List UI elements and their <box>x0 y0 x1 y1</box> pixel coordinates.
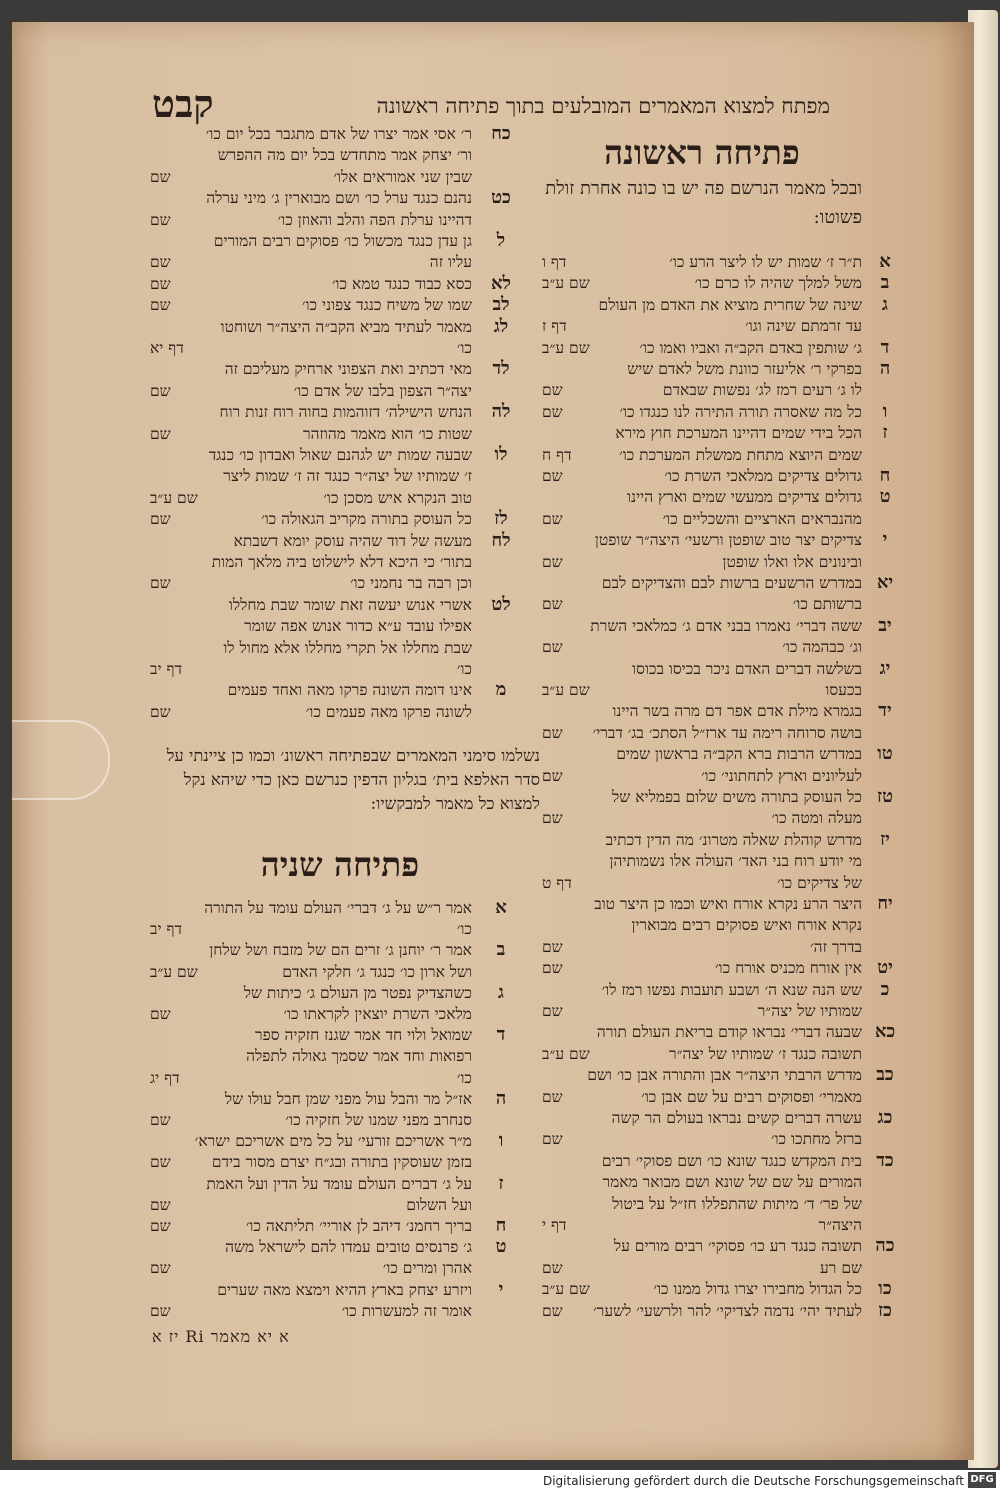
entry-text: אין אורח מכניס אורח כו׳ <box>715 959 862 978</box>
index-entry <box>150 593 520 617</box>
entry-page-ref: שם <box>542 1301 563 1320</box>
entry-number: לז <box>494 508 508 530</box>
entry-text: בתור׳ כי היכא דלא לישלוט ביה מלאך המות <box>211 553 472 571</box>
entry-text: הנחש הישילה׳ דזוהמות בחוה רוח זנות רוח <box>219 403 472 422</box>
entry-text: של פר׳ ד׳ מיתות שהתפללו חז״ל על ביטול <box>612 1194 862 1213</box>
entry-text: בכעסו <box>825 681 862 699</box>
entry-text: תשובה כנגד רע כו׳ פסוקי׳ רבים מורים על <box>613 1237 862 1256</box>
entry-number: כח <box>491 123 511 144</box>
entry-text: על ג׳ דברים העולם עומד על הדין ועל האמת <box>206 1174 472 1193</box>
entry-text: ובינונים אלו ואלו שופטן <box>722 552 862 571</box>
entry-number: ו <box>498 1130 504 1152</box>
index-entry <box>542 849 902 873</box>
entry-text: אז״ל מר והבל עול מפני שמן חבל עולו של <box>224 1089 472 1108</box>
index-entry <box>542 871 902 895</box>
index-entry <box>542 357 902 381</box>
entry-text: משל למלך שהיה לו כרם כו׳ <box>694 274 862 293</box>
entry-page-ref: שם <box>150 1153 171 1172</box>
entry-page-ref: שם <box>542 959 563 978</box>
entry-number: ח <box>879 465 891 486</box>
index-entry <box>542 1192 902 1216</box>
entry-text: דהיינו ערלת הפה והלב והאוזן כו׳ <box>277 210 472 229</box>
entry-text: ג׳ פרנסים טובים עמדו להם לישראל משה <box>225 1238 472 1257</box>
entry-page-ref: שם <box>542 723 563 742</box>
entry-text: שמואל ולוי חד אמר שגנז חזקיה ספר <box>255 1026 472 1045</box>
entry-text: בריך רחמנ׳ דיהב לן אוריי׳ תליתאה כו׳ <box>245 1217 472 1235</box>
entry-text: שש הנה שנא ה׳ ושבע תועבות נפשו רמז לו׳ <box>601 980 862 999</box>
entry-text: מדרש הרבתי היצה״ר אבן והתורה אבן כו׳ ושם <box>587 1066 862 1085</box>
entry-text: המורים על שם של שונא ושם מבואר מאמר <box>602 1173 862 1192</box>
folio-number: קבט <box>152 81 214 126</box>
entry-text: של צדיקים כו׳ <box>777 873 862 892</box>
section2-title: פתיחה שניה <box>260 845 420 884</box>
entry-text: טוב הנקרא איש מסכן כו׳ <box>323 488 472 507</box>
entry-text: שמותיו של יצה״ר <box>757 1002 862 1020</box>
index-entry <box>542 806 902 830</box>
entry-text: גדולים צדיקים ממלאכי השרת כו׳ <box>664 467 862 485</box>
entry-number: יח <box>877 893 893 914</box>
entry-text: גדולים צדיקים ממעשי שמים וארץ היינו <box>627 488 862 507</box>
entry-text: שם רע <box>820 1258 862 1277</box>
index-entry <box>150 571 520 595</box>
entry-page-ref: שם <box>542 1130 563 1149</box>
index-entry <box>542 464 902 488</box>
index-entry <box>542 443 902 467</box>
entry-text: הכל בידי שמים דהיינו המערכת חוץ מירא <box>615 424 862 443</box>
entry-text: ברזל מחתכו כו׳ <box>771 1130 862 1149</box>
entry-text: וג׳ כבהמה כו׳ <box>782 638 862 657</box>
entry-text: אהרן ומרים כו׳ <box>382 1259 472 1278</box>
entry-text: אינו דומה השונה פרקו מאה ואחד פעמים <box>227 681 472 700</box>
entry-page-ref: שם <box>542 509 563 528</box>
entry-number: כג <box>877 1107 893 1128</box>
entry-page-ref: שם <box>542 552 563 571</box>
entry-number: יא <box>876 572 894 593</box>
entry-text: לעליונים וארץ לתחתוני׳ כו׳ <box>701 766 862 785</box>
entry-page-ref: שם ע״ב <box>542 1044 590 1063</box>
index-entry <box>542 400 902 424</box>
index-entry <box>542 742 902 766</box>
index-entry <box>542 1256 902 1280</box>
index-entry <box>542 421 902 445</box>
entry-text: במדרש הרשעים ברשות לבם והצדיקים לבם <box>601 574 862 592</box>
index-entry <box>542 935 902 959</box>
entry-page-ref: דף י <box>542 1216 567 1234</box>
entry-number: י <box>882 529 888 551</box>
entry-text: לעתיד יהי׳ נדמה לצדיקי׳ להר ולרשעי׳ לשער׳ <box>593 1301 862 1320</box>
entry-page-ref: דף יג <box>150 1068 180 1087</box>
entry-number: ג <box>498 981 504 1003</box>
index-entry <box>150 208 520 232</box>
entry-page-ref: שם <box>542 1087 563 1106</box>
index-entry <box>150 486 520 510</box>
index-entry <box>150 678 520 702</box>
entry-text: בגמרא מילת אדם אפר דם מרה בשר היינו <box>612 702 862 721</box>
entry-text: אשרי אנוש יעשה זאת שומר שבת מחללו <box>228 595 472 614</box>
entry-page-ref: שם ע״ב <box>150 488 198 507</box>
entry-page-ref: שם ע״ב <box>150 962 198 981</box>
entry-text: היצר הרע נקרא אורח ואיש וכמו כן היצר טוב <box>594 895 862 913</box>
index-entry <box>150 700 520 724</box>
index-entry <box>542 1299 902 1323</box>
entry-text: מאמר לעתיד מביא הקב״ה היצה״ר ושוחטו <box>220 317 472 336</box>
index-entry <box>150 357 520 381</box>
right-column-index <box>542 250 902 1330</box>
entry-text: כל העוסק בתורה מקריב הגאולה כו׳ <box>261 510 472 529</box>
index-entry <box>150 186 520 210</box>
entry-page-ref: שם ע״ב <box>542 338 590 357</box>
entry-text: כו׳ <box>456 920 472 939</box>
index-entry <box>542 721 902 745</box>
index-entry <box>542 571 902 595</box>
section1-intro: ובכל מאמר הנרשם פה יש בו כונה אחרת זולת פשוטו: <box>545 178 862 228</box>
index-entry <box>542 293 902 317</box>
entry-page-ref: שם <box>542 402 563 421</box>
entry-page-ref: שם ע״ב <box>542 274 590 293</box>
index-entry <box>150 379 520 403</box>
entry-text: וכן רבה בר נחמני כו׳ <box>350 574 472 593</box>
entry-text: עליו זה <box>429 253 472 272</box>
entry-text: ור׳ יצחק אמר מתחדש בכל יום מה ההפרש <box>217 146 472 165</box>
entry-text: ששה דברי׳ נאמרו בבני אדם ג׳ כמלאכי השרת <box>590 616 862 635</box>
index-entry <box>542 892 902 916</box>
entry-text: כו׳ <box>456 339 472 357</box>
entry-page-ref: שם <box>150 1111 171 1129</box>
index-entry <box>542 507 902 531</box>
footer-bar <box>0 1470 1000 1492</box>
entry-text: שטות כו׳ הוא מאמר מהוזהר <box>303 424 472 443</box>
entry-text: נהנם כנגד ערל כו׳ ושם מבוארין ג׳ מיני ערלה <box>206 189 472 208</box>
index-entry <box>150 143 520 167</box>
index-entry <box>542 635 902 659</box>
entry-page-ref: שם <box>150 1217 171 1235</box>
entry-number: כד <box>876 1149 894 1171</box>
entry-page-ref: שם <box>150 381 171 400</box>
entry-page-ref: דף ח <box>542 445 572 464</box>
entry-text: לו ג׳ רעים רמז לג׳ נפשות שבאדם <box>662 381 862 400</box>
index-entry <box>542 828 902 852</box>
entry-page-ref: שם ע״ב <box>542 1280 590 1299</box>
entry-text: אמר ר׳ יוחנן ג׳ זרים הם של מזבח ושל שלחן <box>209 941 472 960</box>
entry-page-ref: שם <box>542 381 563 400</box>
entry-number: ט <box>879 486 891 508</box>
entry-page-ref: שם <box>150 296 171 315</box>
entry-page-ref: שם <box>150 1195 171 1214</box>
index-entry <box>542 1042 902 1066</box>
entry-text: מדרש קוהלת שאלה מטרונ׳ מה הדין דכתיב <box>605 830 862 849</box>
entry-page-ref: שם <box>542 766 563 785</box>
entry-text: כל מה שאסרה תורה התירה לנו כנגדו כו׳ <box>619 402 862 421</box>
index-entry <box>542 1020 902 1044</box>
entry-text: מעלה ומטה כו׳ <box>771 809 862 828</box>
index-entry <box>542 978 902 1002</box>
index-entry <box>150 657 520 681</box>
entry-text: שינה של שחרית מוציא את האדם מן העולם <box>598 295 862 314</box>
index-entry <box>150 529 520 553</box>
entry-number: לו <box>494 444 508 465</box>
entry-number: ו <box>882 400 888 422</box>
entry-text: ועל השלום <box>406 1195 472 1214</box>
index-entry <box>542 1234 902 1258</box>
entry-text: כסא כבוד כנגד טמא כו׳ <box>331 274 472 293</box>
entry-text: עשרה דברים קשים נבראו בעולם הר קשה <box>611 1109 862 1127</box>
index-entry <box>542 999 902 1023</box>
index-entry <box>542 314 902 338</box>
entry-text: אמר ר״ש על ג׳ דברי׳ העולם עומד על התורה <box>204 899 472 917</box>
index-entry <box>150 315 520 339</box>
page-tab-shadow <box>12 720 110 800</box>
dfg-logo: DFG <box>968 1472 996 1488</box>
index-entry <box>542 699 902 723</box>
entry-page-ref: שם <box>542 937 563 956</box>
entry-text: לשונה פרקו מאה פעמים כו׳ <box>305 702 472 721</box>
entry-text: שבת מחללו אל תקרי מחללו אלא מחול לו <box>223 638 472 657</box>
entry-number: י <box>498 1278 504 1300</box>
entry-number: ג <box>882 293 888 315</box>
entry-text: בשלשה דברים האדם ניכר בכיסו בכוסו <box>632 659 862 678</box>
entry-text: כו׳ <box>456 1068 472 1087</box>
entry-text: שמו של משיח כנגד צפוני כו׳ <box>301 296 472 315</box>
entry-number: ה <box>495 1087 507 1109</box>
index-entry <box>542 657 902 681</box>
entry-text: בפרקי ר׳ אליעזר כוונת משל לאדם שיש <box>627 360 862 378</box>
entry-text: ויזרע יצחק בארץ ההיא וימצא מאה שערים <box>217 1280 472 1299</box>
index-entry <box>542 1149 902 1173</box>
entry-text: ז׳ שמותיו של יצה״ר כנגד זה ז׳ שמות ליצר <box>223 467 472 486</box>
closing-note: נשלמו סימני המאמרים שבפתיחה ראשונ׳ וכמו כן ציינתי על סדר האלפא בית׳ בגליון הדפין כנרשם כאן כדי שיהא נקל למצוא כל מאמר למבקשיו: <box>166 746 540 813</box>
index-entry <box>150 165 520 189</box>
index-entry <box>542 528 902 552</box>
entry-number: כ <box>880 978 890 1000</box>
entry-number: לג <box>493 315 509 337</box>
entry-number: כו <box>878 1278 892 1300</box>
entry-number: א <box>879 251 891 272</box>
entry-text: ברשותם כו׳ <box>792 595 862 614</box>
index-entry <box>150 272 520 296</box>
entry-number: כא <box>874 1021 896 1043</box>
index-entry <box>542 785 902 809</box>
entry-page-ref: דף יב <box>150 660 182 678</box>
entry-text: מאמרי׳ ופסוקים רבים על שם אבן כו׳ <box>641 1087 862 1106</box>
entry-number: ט <box>495 1236 507 1258</box>
entry-number: יד <box>878 700 892 722</box>
index-entry <box>542 250 902 274</box>
entry-number: יז <box>880 828 890 850</box>
entry-text: אומר זה למעשרות כו׳ <box>341 1301 472 1320</box>
entry-number: ז <box>882 422 888 444</box>
entry-text: בושה סרוחה רימה עד ארז״ל הסתכ׳ בג׳ דברי׳ <box>592 723 862 742</box>
entry-text: נקרא אורח ואיש פסוקים רבים מבוארין <box>631 916 862 935</box>
index-entry <box>150 1299 520 1323</box>
index-entry <box>542 1170 902 1194</box>
entry-text: שמים היוצא מתחת ממשלת המערכת כו׳ <box>619 445 862 464</box>
entry-text: רפואות וחד אמר שסמך גאולה לתפלה <box>246 1047 472 1066</box>
entry-page-ref: שם <box>150 1259 171 1278</box>
index-entry <box>542 1213 902 1237</box>
entry-page-ref: שם <box>150 1301 171 1320</box>
index-entry <box>150 293 520 317</box>
entry-page-ref: שם <box>150 1005 171 1023</box>
index-entry <box>150 507 520 531</box>
index-entry <box>542 378 902 402</box>
entry-page-ref: שם <box>150 274 171 293</box>
entry-text: ר׳ אסי אמר יצרו של אדם מתגבר בכל יום כו׳ <box>205 125 472 143</box>
entry-number: לא <box>491 272 511 294</box>
index-entry <box>542 913 902 937</box>
index-entry <box>542 592 902 616</box>
signature-line: יז א Ri א יא מאמר <box>152 1327 290 1346</box>
entry-number: א <box>495 897 507 918</box>
entry-number: ד <box>880 336 890 358</box>
entry-text: שבעה דברי׳ נבראו קודם בריאת העולם תורה <box>596 1023 862 1042</box>
section2-index <box>150 896 520 1326</box>
entry-number: ד <box>496 1024 506 1046</box>
entry-number: ה <box>879 358 891 379</box>
entry-text: בית המקדש כנגד שונא כו׳ ושם פסוקי׳ רבים <box>601 1151 862 1170</box>
index-entry <box>542 1063 902 1087</box>
entry-page-ref: שם <box>542 1002 563 1020</box>
entry-number: ב <box>880 272 890 294</box>
entry-page-ref: דף ו <box>542 253 567 271</box>
entry-text: בדרך זה׳ <box>810 937 862 956</box>
entry-number: יב <box>878 614 892 636</box>
entry-text: בזמן שעוסקין בתורה ובג״ח יצרם מסור בידם <box>211 1153 472 1172</box>
entry-number: ב <box>496 939 506 961</box>
index-entry <box>542 678 902 702</box>
entry-page-ref: שם <box>150 702 171 721</box>
entry-text: שבעה שמות יש לגהנם שאול ואבדון כו׳ כנגד <box>208 446 472 464</box>
entry-text: צדיקים יצר טוב שופטן ורשעי׳ היצה״ר שופטן <box>594 531 862 550</box>
index-entry <box>542 1127 902 1151</box>
entry-page-ref: דף יא <box>150 339 184 357</box>
entry-text: אפילו עובד ע״א כדור אנוש אפה שומר <box>244 617 472 636</box>
entry-text: שבין שני אמוראים אלו׳ <box>333 167 472 186</box>
entry-text: מי יודע רוח בני האד׳ העולה אלו נשמותיהן <box>609 852 862 871</box>
entry-page-ref: שם ע״ב <box>542 681 590 699</box>
entry-number: ל <box>496 230 506 251</box>
entry-page-ref: שם <box>542 467 563 485</box>
entry-number: כב <box>876 1064 894 1086</box>
entry-page-ref: שם <box>150 253 171 272</box>
entry-text: גן עדן כנגד מכשול כו׳ פסוקים רבים המורים <box>213 232 472 250</box>
entry-page-ref: שם <box>150 424 171 443</box>
entry-number: לה <box>491 401 511 423</box>
entry-number: ח <box>495 1215 507 1236</box>
entry-page-ref: שם <box>150 574 171 593</box>
entry-page-ref: שם <box>150 210 171 229</box>
running-title: מפתח למצוא המאמרים המובלעים בתוך פתיחה ראשונה <box>376 94 830 118</box>
entry-number: מ <box>495 679 507 701</box>
entry-page-ref: דף יב <box>150 920 182 939</box>
entry-number: כה <box>875 1235 895 1257</box>
section1-title: פתיחה ראשונה <box>604 133 800 172</box>
entry-text: ג׳ שותפין באדם הקב״ה ואביו ואמו כו׳ <box>639 338 862 357</box>
entry-number: ז <box>498 1172 504 1194</box>
index-entry <box>150 422 520 446</box>
entry-number: כט <box>491 187 511 209</box>
entry-number: טו <box>877 743 893 765</box>
entry-page-ref: שם <box>150 167 171 186</box>
index-entry <box>150 250 520 274</box>
index-entry <box>542 271 902 295</box>
entry-number: לח <box>491 529 511 551</box>
index-entry <box>542 1277 902 1301</box>
entry-text: עד זרמתם שינה וגו׳ <box>745 317 862 336</box>
entry-page-ref: דף ט <box>542 873 572 892</box>
entry-page-ref: שם <box>542 809 563 828</box>
entry-text: תשובה כנגד ז׳ שמותיו של יצה״ר <box>669 1044 862 1063</box>
index-entry <box>150 336 520 360</box>
index-entry <box>542 485 902 509</box>
index-entry <box>150 636 520 660</box>
index-entry <box>150 464 520 488</box>
entry-number: יט <box>877 957 893 979</box>
entry-page-ref: שם <box>542 1258 563 1277</box>
footer-credit: Digitalisierung gefördert durch die Deutsche Forschungsgemeinschaft <box>542 1474 964 1488</box>
entry-page-ref: דף ז <box>542 317 567 336</box>
entry-number: לד <box>492 358 510 380</box>
entry-text: היצה״ר <box>818 1216 862 1234</box>
entry-text: מ״ר אשריכם זורעי׳ על כל מים אשריכם ישרא׳ <box>194 1132 472 1151</box>
index-entry <box>542 764 902 788</box>
entry-text: סנחרב מפני שמנו של חזקיה כו׳ <box>285 1111 472 1129</box>
entry-page-ref: שם <box>542 638 563 657</box>
index-entry <box>150 122 520 146</box>
entry-text: ושל ארון כו׳ כנגד ג׳ חלקי האדם <box>282 962 472 981</box>
index-entry <box>150 400 520 424</box>
entry-number: לב <box>492 294 510 316</box>
index-entry <box>150 550 520 574</box>
entry-text: כל הגדול מחבירו יצרו גדול ממנו כו׳ <box>653 1280 862 1299</box>
entry-page-ref: שם <box>542 595 563 614</box>
entry-number: טז <box>877 786 893 807</box>
entry-text: מהנבראים הארציים והשכליים כו׳ <box>662 509 862 528</box>
entry-text: ת״ר ז׳ שמות יש לו ליצר הרע כו׳ <box>669 253 862 271</box>
index-entry <box>150 229 520 253</box>
entry-text: מלאכי השרת יוצאין לקראתו כו׳ <box>283 1005 472 1023</box>
index-entry <box>150 614 520 638</box>
entry-number: לט <box>491 593 511 615</box>
entry-page-ref: שם <box>150 510 171 529</box>
index-entry <box>542 614 902 638</box>
index-entry <box>542 550 902 574</box>
index-entry <box>542 336 902 360</box>
entry-text: כשהצדיק נפטר מן העולם ג׳ כיתות של <box>243 983 472 1002</box>
index-entry <box>542 1106 902 1130</box>
entry-text: במדרש הרבות ברא הקב״ה בראשון שמים <box>616 745 862 764</box>
entry-number: כז <box>878 1299 892 1321</box>
index-entry <box>150 443 520 467</box>
entry-text: מעשה של דוד שהיה עוסק יומא דשבתא <box>233 531 472 550</box>
index-entry <box>542 1085 902 1109</box>
entry-text: כו׳ <box>456 660 472 678</box>
entry-text: כל העוסק בתורה משים שלום בפמליא של <box>612 788 862 806</box>
entry-text: מאי דכתיב ואת הצפוני ארחיק מעליכם זה <box>224 360 472 379</box>
index-entry <box>542 956 902 980</box>
entry-number: יג <box>879 657 891 679</box>
entry-text: יצה״ר הצפון בלבו של אדם כו׳ <box>293 381 472 400</box>
